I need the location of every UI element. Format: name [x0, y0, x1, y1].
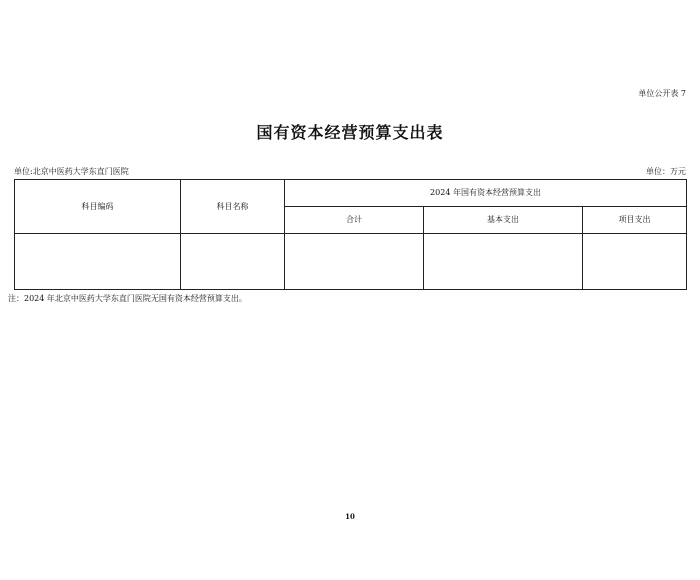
header-subject-name: 科目名称	[181, 180, 285, 234]
form-number-label: 单位公开表 7	[638, 89, 686, 98]
header-subject-code: 科目编码	[15, 180, 181, 234]
cell-subject-code	[15, 234, 181, 290]
header-basic-expenditure: 基本支出	[424, 207, 583, 234]
currency-unit-label: 单位：万元	[646, 167, 686, 176]
page-number: 10	[345, 512, 355, 521]
footnote: 注：2024 年北京中医药大学东直门医院无国有资本经营预算支出。	[8, 294, 247, 303]
cell-subject-name	[181, 234, 285, 290]
budget-expenditure-table	[14, 179, 687, 290]
page-title: 国有资本经营预算支出表	[256, 123, 444, 142]
header-expenditure-group: 2024 年国有资本经营预算支出	[285, 180, 687, 207]
table-header-row	[15, 180, 687, 207]
cell-basic-expenditure	[424, 234, 583, 290]
header-total: 合计	[285, 207, 424, 234]
header-project-expenditure: 项目支出	[583, 207, 687, 234]
cell-project-expenditure	[583, 234, 687, 290]
table-row	[15, 234, 687, 290]
cell-total	[285, 234, 424, 290]
organization-unit-label: 单位:北京中医药大学东直门医院	[14, 167, 129, 176]
